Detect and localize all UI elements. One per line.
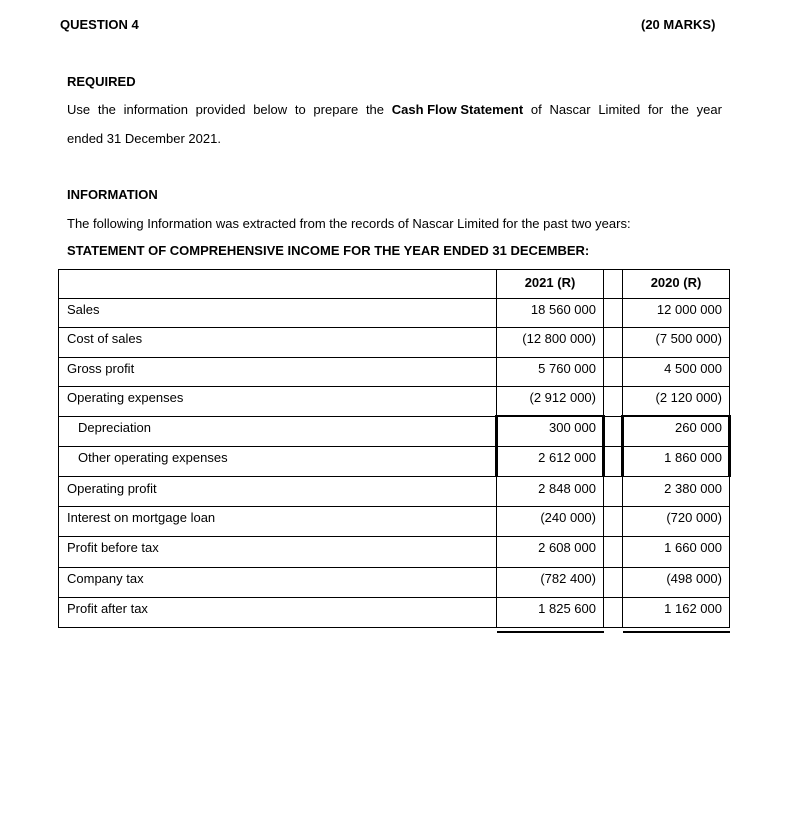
question-marks: (20 MARKS) (641, 17, 716, 32)
row-value-2020: 12 000 000 (656, 302, 722, 317)
row-divider (58, 506, 730, 507)
word: Limited (598, 102, 641, 117)
row-label: Profit before tax (67, 540, 159, 555)
subtotal-box-border (728, 416, 731, 477)
required-line-1 (67, 102, 722, 117)
required-line-2: ended 31 December 2021. (67, 131, 221, 146)
row-value-2020: 260 000 (675, 420, 722, 435)
word: information (123, 102, 188, 117)
word: the (365, 102, 385, 117)
row-label: Interest on mortgage loan (67, 510, 216, 525)
row-value-2020: 4 500 000 (664, 361, 722, 376)
word: to (294, 102, 306, 117)
row-value-2021: 5 760 000 (538, 361, 596, 376)
row-value-2020: 2 380 000 (664, 481, 722, 496)
row-value-2020: 1 860 000 (664, 450, 722, 465)
word: Nascar (549, 102, 591, 117)
row-label: Depreciation (78, 420, 151, 435)
row-value-2020: (7 500 000) (655, 331, 722, 346)
row-label: Operating profit (67, 481, 157, 496)
information-intro: The following Information was extracted from the records of Nascar Limited for the past two years: (67, 216, 631, 231)
column-header-2021: 2021 (R) (524, 275, 576, 290)
double-underline-2021 (497, 631, 604, 633)
row-value-2021: 2 612 000 (538, 450, 596, 465)
cash-flow-statement-emphasis: Cash Flow Statement (391, 102, 524, 117)
row-label: Gross profit (67, 361, 135, 376)
row-value-2021: 2 608 000 (538, 540, 596, 555)
subtotal-box-border (495, 415, 605, 417)
subtotal-box-border (602, 416, 605, 477)
row-label: Cost of sales (67, 331, 143, 346)
column-header-2020: 2020 (R) (650, 275, 702, 290)
row-label: Operating expenses (67, 390, 184, 405)
row-label: Company tax (67, 571, 144, 586)
question-title: QUESTION 4 (60, 17, 139, 32)
row-value-2021: (240 000) (540, 510, 596, 525)
row-divider (58, 476, 730, 477)
row-value-2020: (720 000) (666, 510, 722, 525)
row-value-2020: 1 660 000 (664, 540, 722, 555)
row-value-2021: (2 912 000) (529, 390, 596, 405)
word: the (670, 102, 689, 117)
word: below (253, 102, 288, 117)
row-label: Profit after tax (67, 601, 148, 616)
word: the (97, 102, 116, 117)
table-bottom-border (58, 627, 730, 628)
word: of (530, 102, 542, 117)
subtotal-box-border (495, 416, 498, 477)
word: prepare (313, 102, 359, 117)
row-value-2021: (12 800 000) (522, 331, 596, 346)
row-value-2021: 300 000 (549, 420, 596, 435)
row-value-2021: 2 848 000 (538, 481, 596, 496)
row-value-2021: 18 560 000 (530, 302, 596, 317)
row-value-2020: (2 120 000) (655, 390, 722, 405)
information-heading: INFORMATION (67, 187, 158, 202)
row-value-2020: (498 000) (666, 571, 722, 586)
row-divider (58, 446, 730, 447)
subtotal-box-border (621, 415, 731, 417)
table-left-border (58, 269, 59, 628)
row-divider (58, 298, 730, 299)
row-label: Sales (67, 302, 100, 317)
row-value-2021: (782 400) (540, 571, 596, 586)
statement-title: STATEMENT OF COMPREHENSIVE INCOME FOR THE YEAR ENDED 31 DECEMBER: (67, 243, 590, 258)
row-divider (58, 327, 730, 328)
required-heading: REQUIRED (67, 74, 136, 89)
double-underline-2020 (623, 631, 730, 633)
row-divider (58, 357, 730, 358)
word: for (647, 102, 664, 117)
row-divider (58, 597, 730, 598)
table-top-border (58, 269, 730, 270)
subtotal-box-border (621, 416, 624, 477)
row-value-2021: 1 825 600 (538, 601, 596, 616)
row-divider (58, 536, 730, 537)
word: Use (67, 102, 91, 117)
row-divider (58, 386, 730, 387)
word: provided (195, 102, 246, 117)
row-value-2020: 1 162 000 (664, 601, 722, 616)
word: year (696, 102, 722, 117)
row-divider (58, 567, 730, 568)
row-label: Other operating expenses (78, 450, 228, 465)
